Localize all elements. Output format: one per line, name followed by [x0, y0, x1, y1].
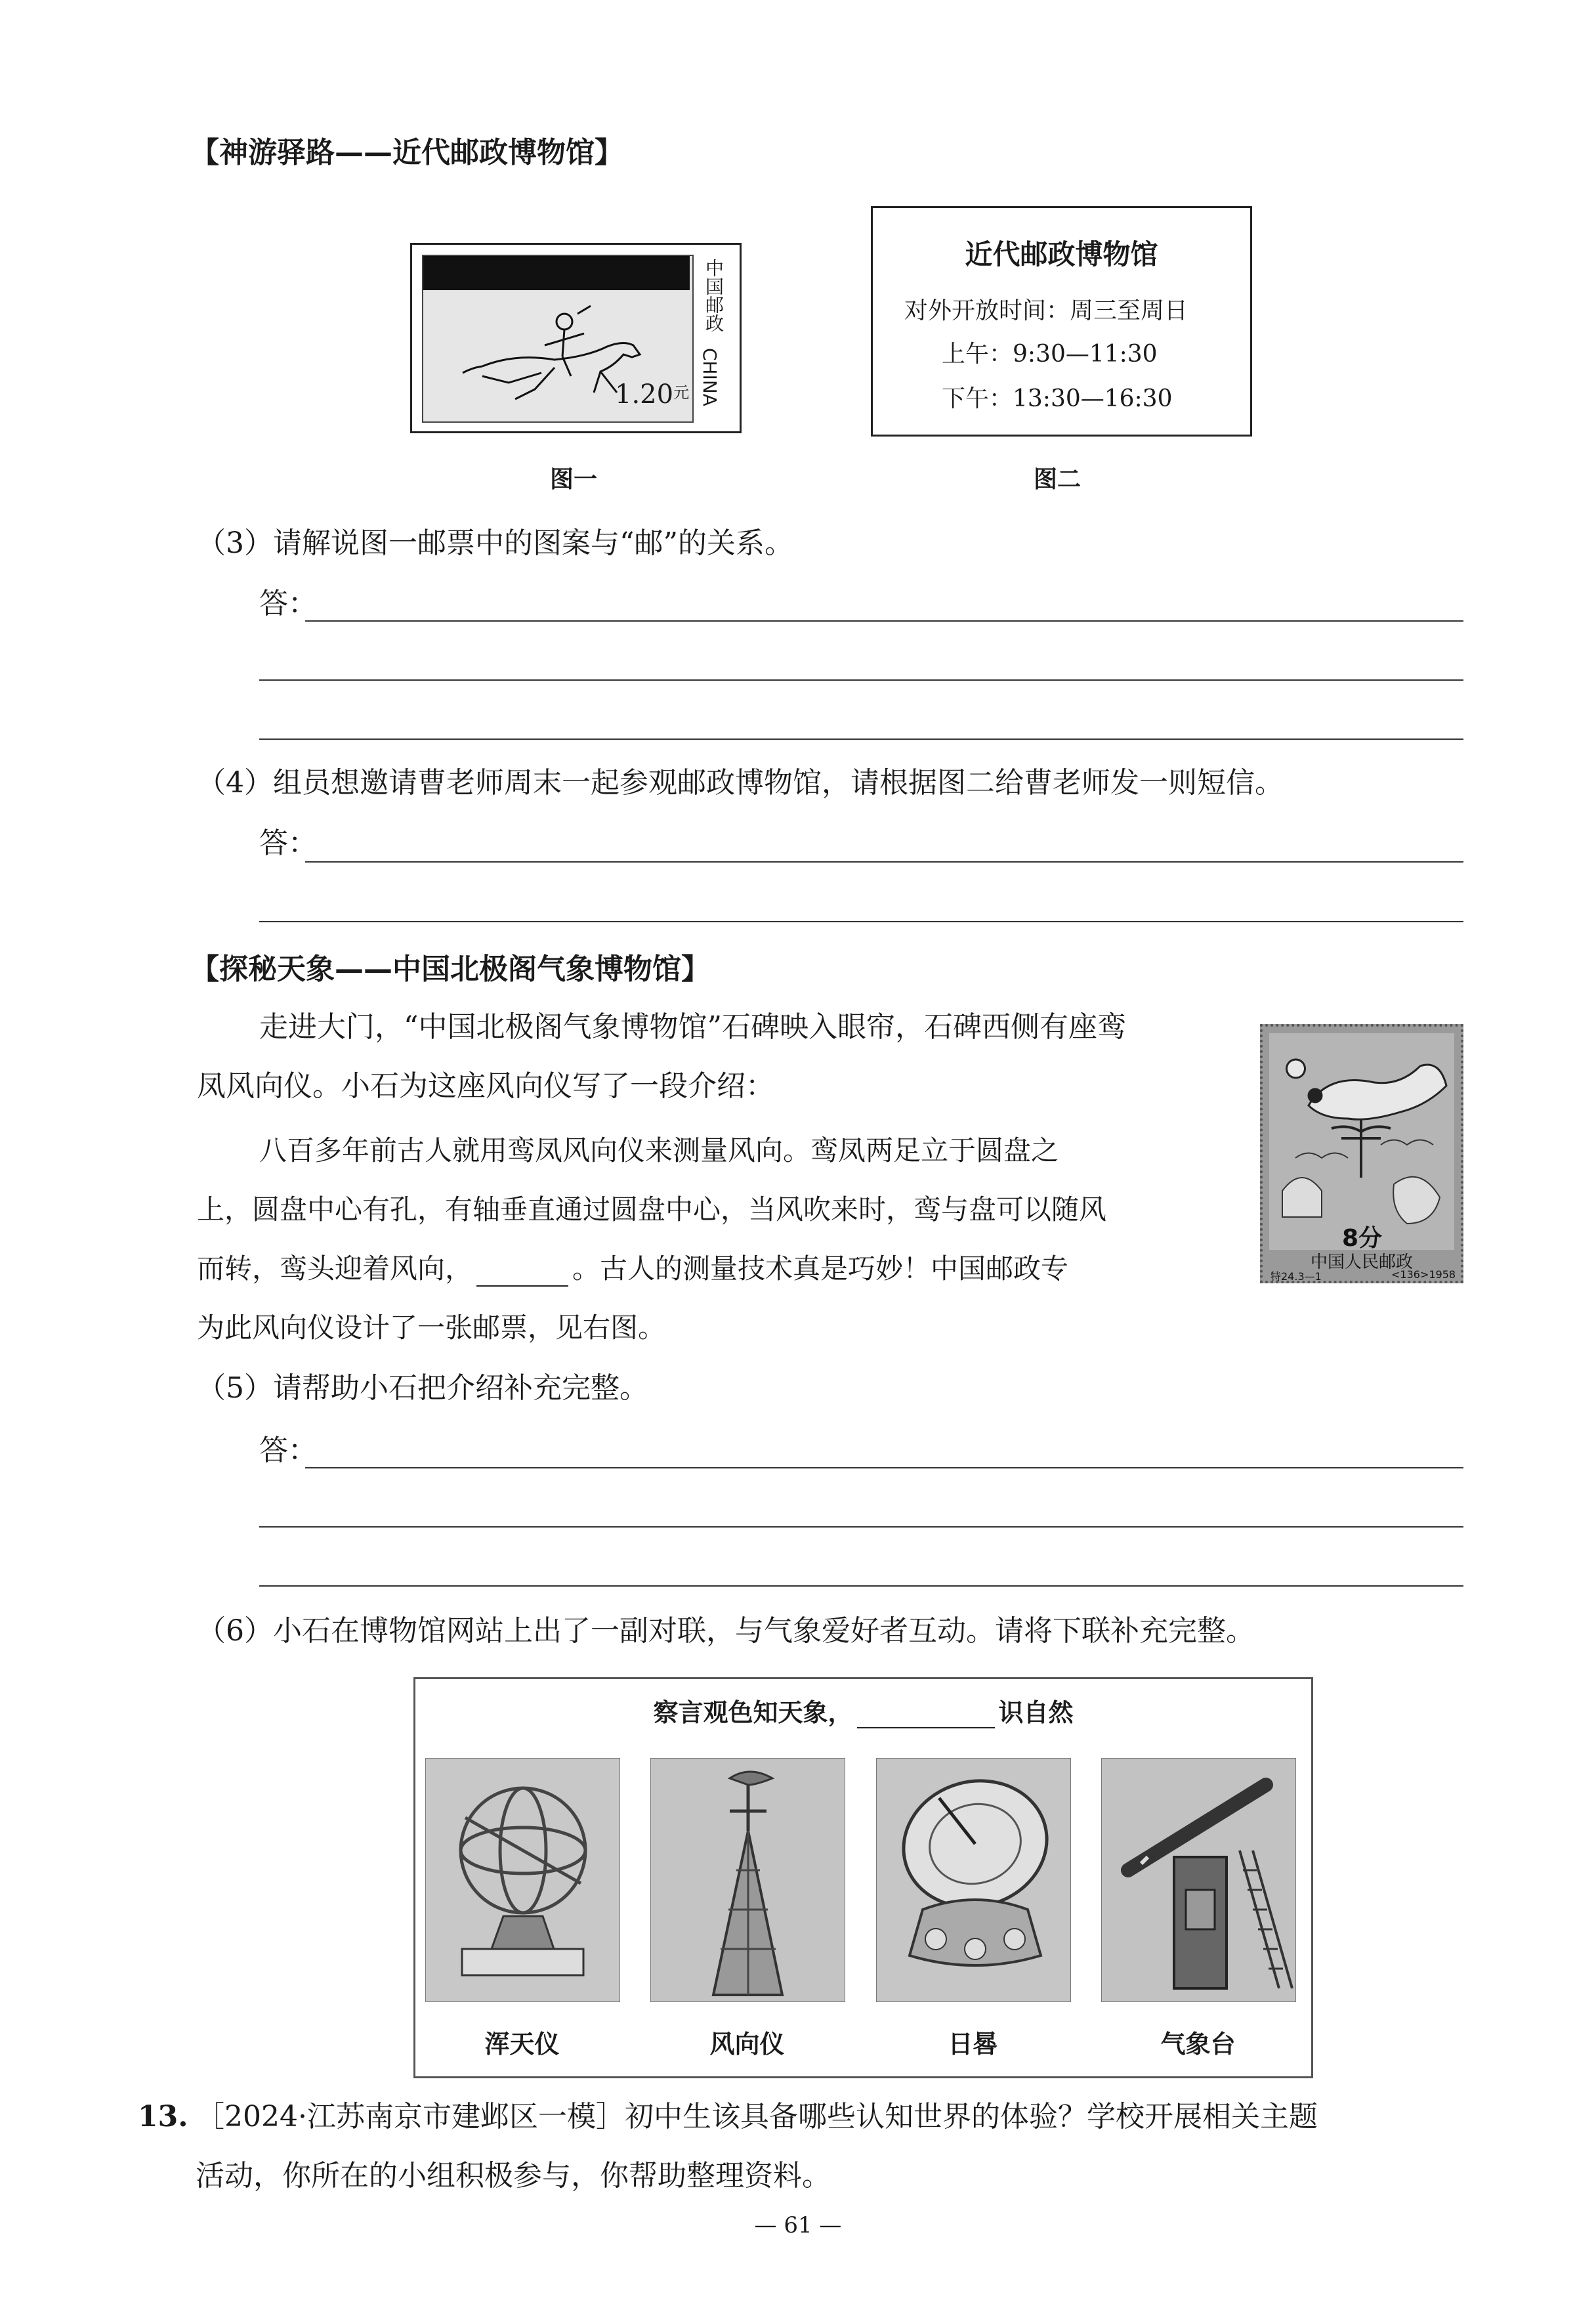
image-label-observatory: 气象台 [1160, 2030, 1236, 2059]
intro-line-1: 八百多年前古人就用鸾凤风向仪来测量风向。鸾凤两足立于圆盘之 [259, 1134, 1059, 1166]
question-6: （6）小石在博物馆网站上出了一副对联，与气象爱好者互动。请将下联补充完整。 [197, 1614, 1255, 1648]
afternoon-hours: 下午：13:30—16:30 [942, 385, 1173, 412]
answer-label-q4: 答： [259, 826, 317, 860]
opening-days: 对外开放时间：周三至周日 [904, 297, 1188, 324]
answer-line-q5-3[interactable] [259, 1585, 1463, 1587]
question-3: （3）请解说图一邮票中的图案与“邮”的关系。 [197, 526, 793, 560]
morning-hours: 上午：9:30—11:30 [942, 341, 1158, 368]
answer-line-q3-2[interactable] [259, 679, 1463, 681]
image-sundial [876, 1758, 1071, 2002]
couplet-panel [413, 1677, 1313, 2078]
section-heading-postal-museum: 【神游驿路——近代邮政博物馆】 [190, 136, 623, 169]
stamp2-value: 8分 [1342, 1225, 1383, 1252]
phoenix-wind-vane-illustration [1269, 1033, 1454, 1250]
stamp2-issuer: 中国人民邮政 [1310, 1252, 1413, 1272]
couplet-fill-blank[interactable] [857, 1705, 995, 1728]
question-4: （4）组员想邀请曹老师周末一起参观邮政博物馆，请根据图二给曹老师发一则短信。 [197, 766, 1284, 800]
stamp-figure-1 [410, 243, 742, 433]
figure-1-caption: 图一 [550, 466, 598, 493]
stamp2-code-left: 特24.3—1 [1270, 1270, 1322, 1283]
stamp-country: CHINA [699, 348, 721, 406]
answer-line-q4-2[interactable] [259, 921, 1463, 922]
answer-line-q3-1[interactable] [305, 620, 1463, 622]
question-13-number: 13. [138, 2100, 188, 2133]
intro-fill-blank[interactable] [476, 1262, 568, 1287]
image-wind-vane [650, 1758, 845, 2002]
section-heading-weather-museum: 【探秘天象——中国北极阁气象博物馆】 [190, 952, 710, 986]
intro-line-2: 上，圆盘中心有孔，有轴垂直通过圆盘中心，当风吹来时，鸾与盘可以随风 [197, 1193, 1107, 1226]
couplet-line: 察言观色知天象， 识自然 [653, 1698, 1074, 1727]
stamp-figure-wind-vane [1260, 1024, 1463, 1283]
image-armillary-sphere [425, 1758, 620, 2002]
answer-label-q5: 答： [259, 1434, 317, 1467]
image-label-wind-vane: 风向仪 [709, 2030, 785, 2059]
paragraph-1-line-2: 凤风向仪。小石为这座风向仪写了一段介绍： [197, 1069, 774, 1103]
stamp-value: $1.20^元$ [615, 379, 690, 410]
stamp2-code-right: <136>1958 [1391, 1268, 1456, 1281]
answer-line-q4-1[interactable] [305, 861, 1463, 863]
image-label-sundial: 日晷 [948, 2030, 998, 2059]
answer-line-q3-3[interactable] [259, 738, 1463, 740]
question-13-line-2: 活动，你所在的小组积极参与，你帮助整理资料。 [196, 2159, 831, 2192]
intro-line-3: 而转，鸾头迎着风向， 。古人的测量技术真是巧妙！中国邮政专 [197, 1247, 1068, 1287]
image-label-armillary-sphere: 浑天仪 [484, 2030, 560, 2059]
page-number: — 61 — [754, 2212, 842, 2238]
question-13-line-1: ［2024·江苏南京市建邺区一模］初中生该具备哪些认知世界的体验？学校开展相关主题 [196, 2100, 1318, 2133]
stamp-vertical-text: 中国邮政 [703, 259, 724, 332]
figure-2-caption: 图二 [1034, 466, 1082, 493]
answer-line-q5-1[interactable] [305, 1467, 1463, 1468]
answer-label-q3: 答： [259, 587, 317, 620]
question-5: （5）请帮助小石把介绍补充完整。 [197, 1371, 648, 1405]
answer-line-q5-2[interactable] [259, 1526, 1463, 1528]
paragraph-1-line-1: 走进大门，“中国北极阁气象博物馆”石碑映入眼帘，石碑西侧有座鸾 [259, 1010, 1126, 1044]
image-observatory [1101, 1758, 1296, 2002]
intro-line-4: 为此风向仪设计了一张邮票，见右图。 [197, 1312, 666, 1344]
museum-title: 近代邮政博物馆 [965, 238, 1158, 270]
opening-hours-box [871, 206, 1252, 437]
